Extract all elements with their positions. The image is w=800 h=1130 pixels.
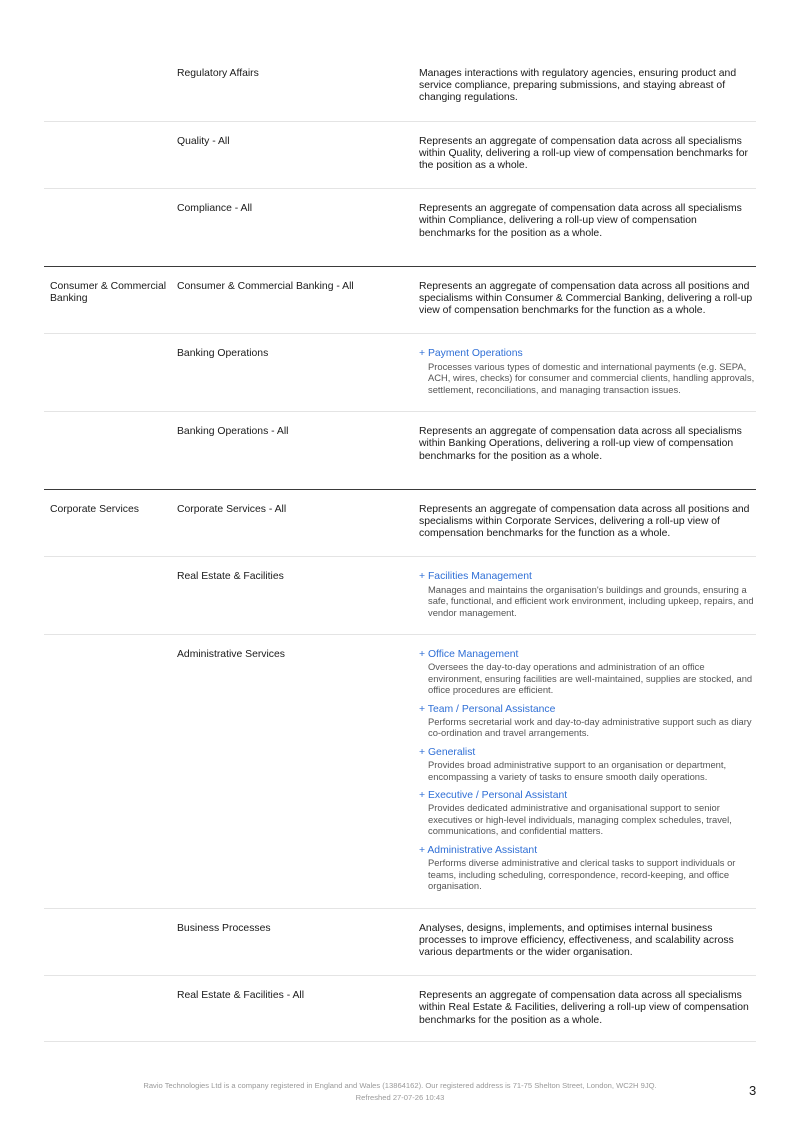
specialism-link[interactable]: + Facilities Management <box>419 571 532 583</box>
function-section <box>44 266 756 489</box>
function-cell <box>44 203 177 240</box>
specialism-link[interactable]: + Office Management <box>419 649 519 661</box>
specialism-link[interactable]: + Generalist <box>419 746 476 758</box>
specialism-list <box>419 348 756 395</box>
table-row <box>44 189 756 266</box>
description-cell: Represents an aggregate of compensation data across all specialisms within Compliance, delivering a roll-up view of compensation benchmarks for the position as a whole. <box>419 203 742 239</box>
table-row <box>44 267 756 335</box>
specialism-link[interactable]: + Administrative Assistant <box>419 844 538 856</box>
table-row <box>44 909 756 977</box>
function-cell <box>44 990 177 1027</box>
specialism-link[interactable]: + Executive / Personal Assistant <box>419 790 568 802</box>
description-cell: Represents an aggregate of compensation data across all specialisms within Banking Operations, delivering a roll-up view of compensation benchmarks for the position as a whole. <box>419 426 742 462</box>
specialism-item <box>419 747 756 782</box>
position-cell: Corporate Services - All <box>177 503 287 515</box>
specialism-item <box>419 845 756 892</box>
specialism-item <box>419 571 756 618</box>
position-cell: Real Estate & Facilities <box>177 571 284 583</box>
position-cell: Banking Operations <box>177 348 269 360</box>
position-cell: Business Processes <box>177 922 271 934</box>
function-cell <box>44 571 177 618</box>
position-cell: Compliance - All <box>177 203 253 215</box>
table-row <box>44 635 756 909</box>
description-cell: Represents an aggregate of compensation data across all specialisms within Real Estate & Facilities, delivering a roll-up view of compensation benchmarks for the position as a whole. <box>419 990 749 1026</box>
specialism-item <box>419 348 756 395</box>
position-cell: Real Estate & Facilities - All <box>177 990 305 1002</box>
function-cell <box>44 136 177 173</box>
function-cell <box>44 68 177 105</box>
specialism-item <box>419 649 756 696</box>
table-row <box>44 976 756 1042</box>
specialism-link[interactable]: + Payment Operations <box>419 348 523 360</box>
description-cell: Analyses, designs, implements, and optimises internal business processes to improve efficiency, effectiveness, and scalability across various departments or the wider organisation. <box>419 922 734 958</box>
table-row <box>44 412 756 489</box>
page-number: 3 <box>749 1083 757 1098</box>
position-cell: Administrative Services <box>177 649 285 661</box>
table-row <box>44 490 756 558</box>
specialism-item <box>419 704 756 739</box>
specialism-description: Oversees the day-to-day operations and administration of an office environment, ensuring facilities are well-maintained, supplies are stocked, and office procedures are efficient. <box>428 661 753 696</box>
function-cell <box>44 649 177 892</box>
specialism-description: Provides dedicated administrative and organisational support to senior executives or high-level individuals, managing complex schedules, travel, communications, and confidential matters. <box>428 802 732 837</box>
table-row <box>44 334 756 412</box>
specialism-list <box>419 571 756 618</box>
table-row <box>44 122 756 190</box>
specialism-description: Processes various types of domestic and international payments (e.g. SEPA, ACH, wires, checks) for consumer and commercial clients, handling approvals, settlement, reconciliations, and managing transaction issues. <box>428 360 755 395</box>
specialism-list <box>419 649 756 892</box>
position-cell: Consumer & Commercial Banking - All <box>177 280 354 292</box>
job-architecture-table <box>44 54 756 1042</box>
position-cell: Banking Operations - All <box>177 426 289 438</box>
function-cell <box>44 426 177 463</box>
function-cell: Consumer & Commercial Banking <box>50 280 167 305</box>
function-section <box>44 489 756 1042</box>
function-cell <box>44 348 177 395</box>
function-cell <box>44 923 177 960</box>
specialism-description: Performs diverse administrative and clerical tasks to support individuals or teams, including scheduling, correspondence, record-keeping, and office organisation. <box>428 857 736 892</box>
description-cell: Represents an aggregate of compensation data across all specialisms within Quality, delivering a roll-up view of compensation benchmarks for the position as a whole. <box>419 135 748 172</box>
page-footer <box>0 1080 800 1104</box>
refreshed-timestamp: Refreshed 27-07-26 10:43 <box>355 1093 445 1102</box>
specialism-description: Provides broad administrative support to an organisation or department, encompassing a variety of tasks to ensure smooth daily operations. <box>428 759 727 782</box>
specialism-link[interactable]: + Team / Personal Assistance <box>419 703 556 715</box>
specialism-item <box>419 790 756 837</box>
function-cell: Corporate Services <box>50 503 139 515</box>
specialism-description: Performs secretarial work and day-to-day administrative support such as diary co-ordination and travel arrangements. <box>428 715 752 739</box>
table-row <box>44 54 756 122</box>
description-cell: Manages interactions with regulatory agencies, ensuring product and service compliance, preparing submissions, and staying abreast of changing regulations. <box>419 68 737 104</box>
description-cell: Represents an aggregate of compensation data across all positions and specialisms within Corporate Services, delivering a roll-up view of compensation benchmarks for the function as a whole. <box>419 503 750 540</box>
position-cell: Regulatory Affairs <box>177 68 259 79</box>
position-cell: Quality - All <box>177 135 230 147</box>
function-section <box>44 54 756 266</box>
company-registration-text: Ravio Technologies Ltd is a company registered in England and Wales (13864162). Our registered address is 71-75 Shelton Street, London, WC2H 9JQ. <box>143 1081 657 1090</box>
specialism-description: Manages and maintains the organisation's buildings and grounds, ensuring a safe, functional, and efficient work environment, including upkeep, repairs, and vendor management. <box>428 583 754 618</box>
description-cell: Represents an aggregate of compensation data across all positions and specialisms within Consumer & Commercial Banking, delivering a roll-up view of compensation benchmarks for the function as a whole. <box>419 280 753 317</box>
table-row <box>44 557 756 635</box>
